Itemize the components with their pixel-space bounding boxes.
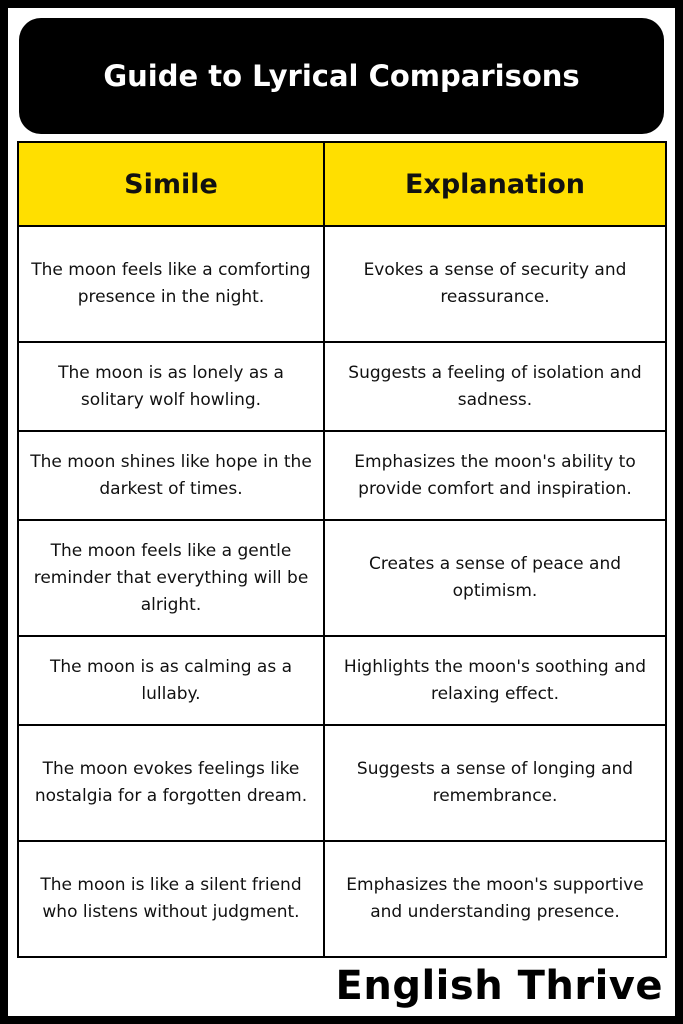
header-explanation: Explanation — [324, 142, 666, 226]
simile-cell: The moon is as lonely as a solitary wolf howling. — [18, 342, 324, 431]
table-row — [18, 520, 666, 636]
simile-cell: The moon evokes feelings like nostalgia for a forgotten dream. — [18, 725, 324, 841]
explanation-cell: Suggests a sense of longing and remembrance. — [324, 725, 666, 841]
explanation-cell: Creates a sense of peace and optimism. — [324, 520, 666, 636]
table-row — [18, 431, 666, 520]
simile-cell: The moon feels like a gentle reminder that everything will be alright. — [18, 520, 324, 636]
simile-cell: The moon is like a silent friend who listens without judgment. — [18, 841, 324, 957]
table-row — [18, 226, 666, 342]
explanation-cell: Suggests a feeling of isolation and sadness. — [324, 342, 666, 431]
infographic-page — [8, 8, 675, 1016]
comparison-table — [17, 141, 667, 958]
simile-cell: The moon is as calming as a lullaby. — [18, 636, 324, 725]
explanation-cell: Emphasizes the moon's ability to provide comfort and inspiration. — [324, 431, 666, 520]
title-banner — [19, 18, 664, 134]
explanation-cell: Evokes a sense of security and reassurance. — [324, 226, 666, 342]
table-header-row — [18, 142, 666, 226]
table-row — [18, 342, 666, 431]
simile-cell: The moon shines like hope in the darkest of times. — [18, 431, 324, 520]
explanation-cell: Emphasizes the moon's supportive and understanding presence. — [324, 841, 666, 957]
page-title: Guide to Lyrical Comparisons — [103, 59, 580, 93]
simile-cell: The moon feels like a comforting presence in the night. — [18, 226, 324, 342]
table-row — [18, 725, 666, 841]
table-row — [18, 636, 666, 725]
brand-wordmark: English Thrive — [335, 963, 663, 1009]
comparison-table-container — [17, 141, 665, 958]
explanation-cell: Highlights the moon's soothing and relaxing effect. — [324, 636, 666, 725]
table-row — [18, 841, 666, 957]
header-simile: Simile — [18, 142, 324, 226]
